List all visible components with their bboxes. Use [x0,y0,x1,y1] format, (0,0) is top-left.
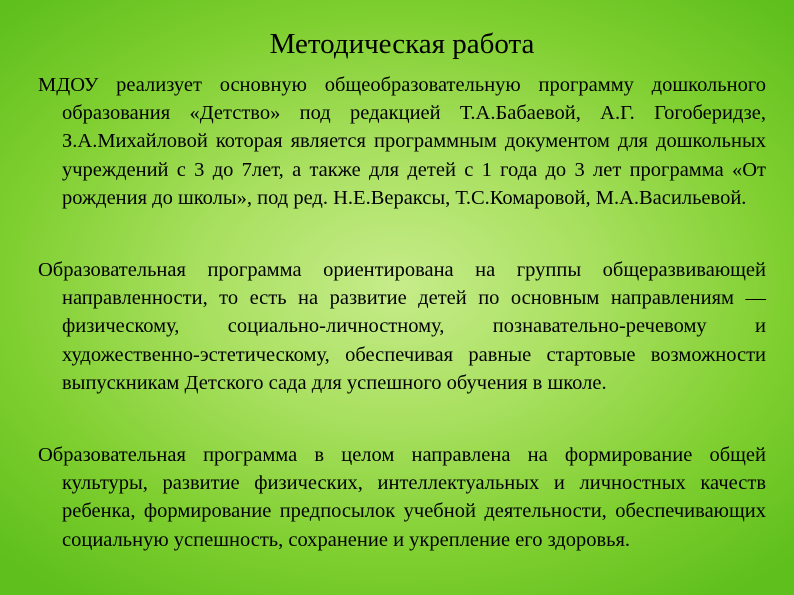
paragraph-program-description: МДОУ реализует основную общеобразовательную программу дошкольного образования «Детство» под редакцией Т.А.Бабаевой, А.Г. Гогоберидзе, З.А.Михайловой которая является программным документом для дошкольных учреждений с 3 до 7лет, а также для детей с 1 года до 3 лет программа «От рождения до школы», под ред. Н.Е.Вераксы, Т.С.Комаровой, М.А.Васильевой. [38,74,766,209]
paragraph-program-orientation: Образовательная программа ориентирована на группы общеразвивающей направленности, то есть на развитие детей по основным направлениям — физическому, социально-личностному, познавательно-речевому и художественно-эстетическому, обеспечивая равные стартовые возможности выпускникам Детского сада для успешного обучения в школе. [38,259,766,394]
paragraph-program-goals: Образовательная программа в целом направлена на формирование общей культуры, развитие физических, интеллектуальных и личностных качеств ребенка, формирование предпосылок учебной деятельности, обеспечивающих социальную успешность, сохранение и укрепление его здоровья. [38,444,766,551]
slide-title: Методическая работа [269,28,535,60]
